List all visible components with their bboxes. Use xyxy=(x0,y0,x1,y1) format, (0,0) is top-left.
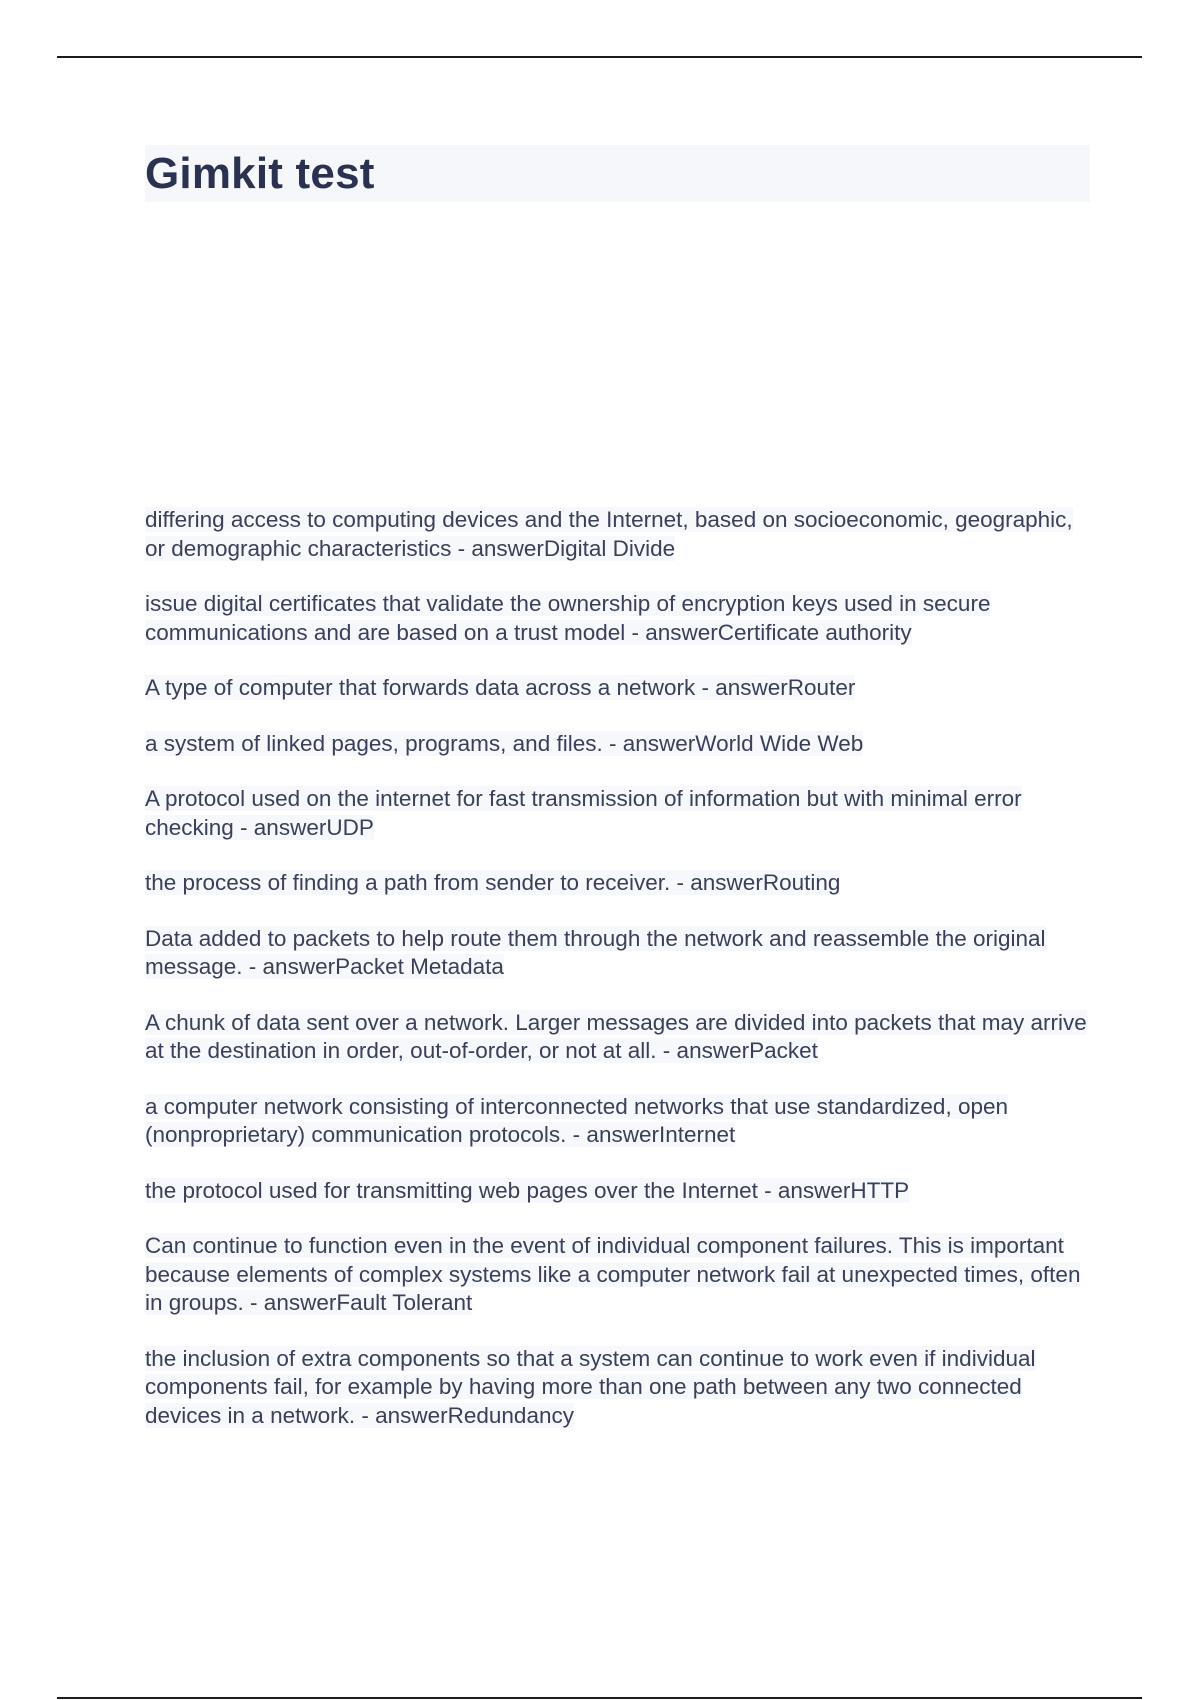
flashcard-text: the inclusion of extra components so that a system can continue to work even if individual components fail, for example by having more than one path between any two connected devices in a network. - answerRedundancy xyxy=(145,1345,1036,1428)
flashcard-entry xyxy=(145,674,1090,703)
flashcard-entry xyxy=(145,1009,1090,1066)
flashcard-entry xyxy=(145,1345,1090,1431)
flashcard-entry xyxy=(145,869,1090,898)
top-divider xyxy=(57,56,1142,58)
flashcard-entry xyxy=(145,590,1090,647)
flashcard-text: a system of linked pages, programs, and files. - answerWorld Wide Web xyxy=(145,730,864,756)
flashcard-entry xyxy=(145,730,1090,759)
flashcard-entry xyxy=(145,785,1090,842)
flashcard-text: the process of finding a path from sender to receiver. - answerRouting xyxy=(145,870,841,895)
flashcard-text: Can continue to function even in the event of individual component failures. This is important because elements of complex systems like a computer network fail at unexpected times, often in groups. - answerFault Tolerant xyxy=(145,1233,1081,1315)
flashcard-list xyxy=(145,506,1090,1457)
flashcard-entry xyxy=(145,1093,1090,1150)
flashcard-entry xyxy=(145,1177,1090,1206)
flashcard-entry xyxy=(145,925,1090,982)
flashcard-text: A chunk of data sent over a network. Larger messages are divided into packets that may arrive at the destination in order, out-of-order, or not at all. - answerPacket xyxy=(145,1009,1087,1063)
flashcard-text: a computer network consisting of interconnected networks that use standardized, open (nonproprietary) communication protocols. - answerInternet xyxy=(145,1093,1008,1147)
flashcard-text: differing access to computing devices and the Internet, based on socioeconomic, geographic, or demographic characteristics - answerDigital Divide xyxy=(145,507,1073,561)
flashcard-entry xyxy=(145,1232,1090,1318)
page-title: Gimkit test xyxy=(145,149,375,198)
flashcard-text: Data added to packets to help route them through the network and reassemble the original message. - answerPacket Metadata xyxy=(145,925,1046,979)
flashcard-text: the protocol used for transmitting web pages over the Internet - answerHTTP xyxy=(145,1177,910,1203)
flashcard-entry xyxy=(145,506,1090,563)
flashcard-text: A type of computer that forwards data across a network - answerRouter xyxy=(145,675,856,700)
bottom-divider xyxy=(57,1697,1142,1699)
flashcard-text: A protocol used on the internet for fast transmission of information but with minimal error checking - answerUDP xyxy=(145,786,1022,840)
flashcard-text: issue digital certificates that validate the ownership of encryption keys used in secure communications and are based on a trust model - answerCertificate authority xyxy=(145,591,991,645)
